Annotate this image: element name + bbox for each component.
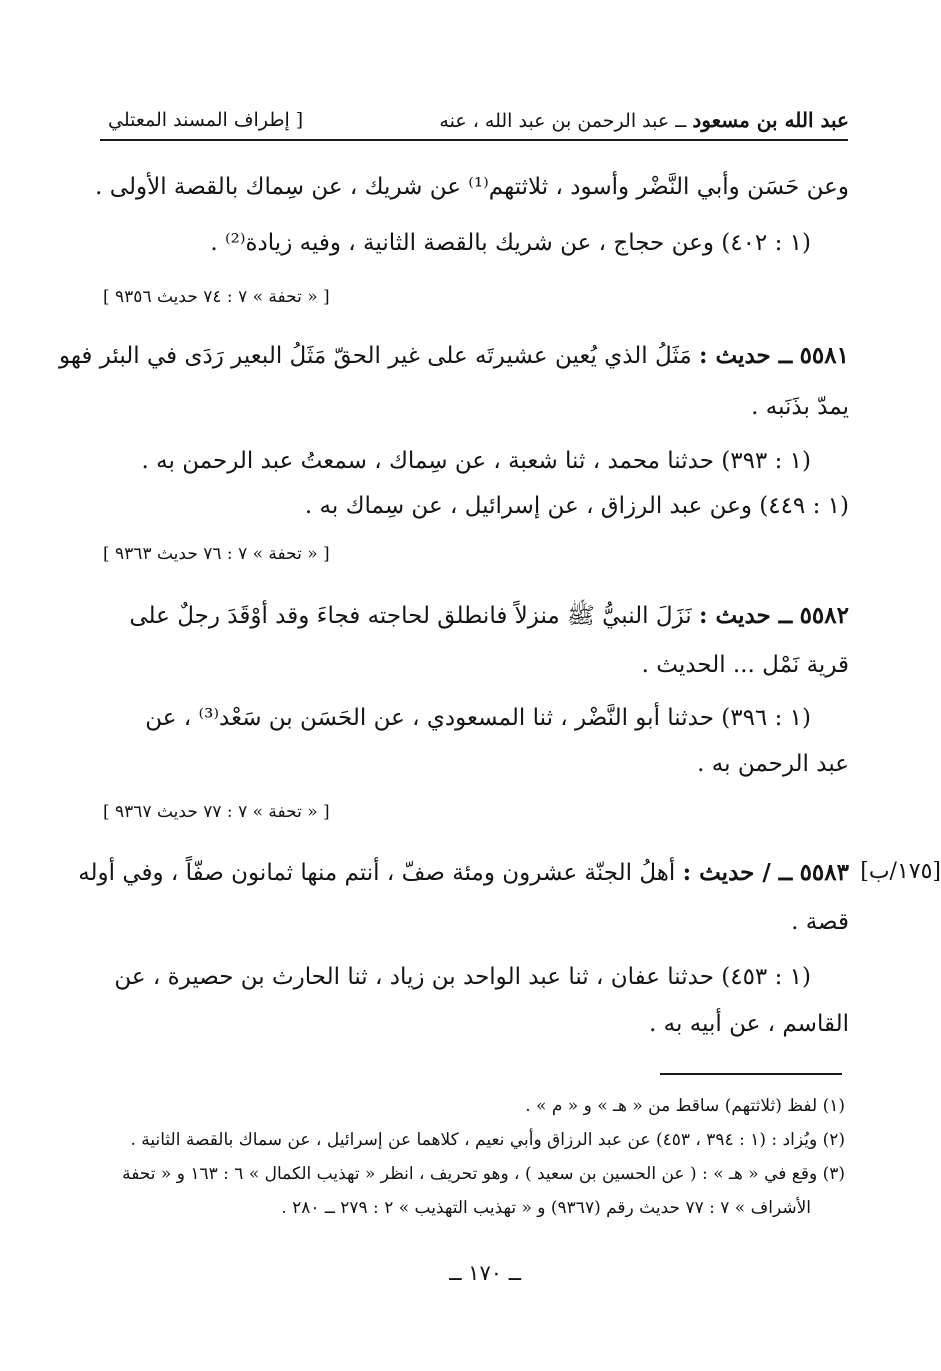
hadith-text-line-2: يمدّ بذَنَبه . [751, 394, 849, 420]
header-author: عبد الله بن مسعود [692, 108, 849, 132]
header-chain: ــ عبد الرحمن بن عبد الله ، عنه [439, 110, 687, 132]
running-header-right [439, 107, 849, 134]
page-number: ــ ١٧٠ ــ [449, 1261, 521, 1285]
footnote-2: (٢) ويُزاد : (١ : ٣٩٤ ، ٤٥٣) عن عبد الرزاق وأبي نعيم ، كلاهما عن إسرائيل ، عن سماك بالقصة الثانية . [130, 1130, 845, 1150]
footnote-separator [660, 1073, 842, 1075]
hadith-number: ٥٥٨١ [799, 342, 849, 369]
hadith-5581-line-1 [59, 340, 849, 372]
hadith-5583-line-1 [78, 857, 849, 889]
footnote-3-continued: الأشراف » ٧ : ٧٧ حديث رقم (٩٣٦٧) و « تهذيب التهذيب » ٢ : ٢٧٩ ــ ٢٨٠ . [281, 1198, 811, 1218]
continuation-line: وعن حَسَن وأبي النَّضْر وأسود ، ثلاثتهم⁽¹⁾ عن شريك ، عن سِماك بالقصة الأولى . [95, 174, 849, 200]
hadith-text-line-2: قصة . [791, 909, 849, 935]
hadith-text: نَزَلَ النبيُّ ﷺ منزلاً فانطلق لحاجته فجاءَ وقد أوْقَدَ رجلٌ على [129, 603, 692, 629]
chain-line: (١ : ٣٩٣) حدثنا محمد ، ثنا شعبة ، عن سِماك ، سمعتُ عبد الرحمن به . [141, 448, 811, 474]
hadith-text-line-2: قرية نَمْل ... الحديث . [641, 652, 849, 678]
hadith-number: ٥٥٨٢ [799, 602, 849, 629]
tuhfa-reference: [ « تحفة » ٧ : ٧٧ حديث ٩٣٦٧ ] [103, 802, 330, 822]
chain-line: (١ : ٤٤٩) وعن عبد الرزاق ، عن إسرائيل ، عن سِماك به . [304, 493, 849, 519]
hadith-number: ٥٥٨٣ [799, 859, 849, 886]
footnote-1: (١) لفظ (ثلاثتهم) ساقط من « هـ » و « م » . [525, 1096, 845, 1116]
chain-line: (١ : ٣٩٦) حدثنا أبو النَّضْر ، ثنا المسعودي ، عن الحَسَن بن سَعْد⁽³⁾ ، عن [145, 705, 811, 731]
chain-line: (١ : ٤٠٢) وعن حجاج ، عن شريك بالقصة الثانية ، وفيه زيادة⁽²⁾ . [210, 230, 811, 256]
hadith-keyword: ــ حديث : [699, 602, 793, 629]
running-header-left: [ إطراف المسند المعتلي [108, 109, 304, 131]
chain-line: عبد الرحمن به . [697, 751, 849, 777]
hadith-keyword: ــ حديث : [699, 342, 793, 369]
tuhfa-reference: [ « تحفة » ٧ : ٧٦ حديث ٩٣٦٣ ] [103, 544, 330, 564]
hadith-5582-line-1 [129, 600, 849, 632]
footnote-3: (٣) وقع في « هـ » : ( عن الحسين بن سعيد ) ، وهو تحريف ، انظر « تهذيب الكمال » ٦ : ١٦٣ و « تحفة [122, 1164, 845, 1184]
chain-line: القاسم ، عن أبيه به . [649, 1011, 849, 1037]
chain-line: (١ : ٤٥٣) حدثنا عفان ، ثنا عبد الواحد بن زياد ، ثنا الحارث بن حصيرة ، عن [114, 964, 811, 990]
hadith-text: مَثَلُ الذي يُعين عشيرتَه على غير الحقّ مَثَلُ البعير رَدَى في البئر فهو [58, 343, 692, 369]
header-rule [100, 139, 848, 141]
tuhfa-reference: [ « تحفة » ٧ : ٧٤ حديث ٩٣٥٦ ] [103, 287, 330, 307]
manuscript-folio-marker: [١٧٥/ب] [860, 859, 941, 884]
hadith-keyword: ــ / حديث : [682, 859, 793, 886]
hadith-text: أهلُ الجنّة عشرون ومئة صفّ ، أنتم منها ثمانون صفّاً ، وفي أوله [78, 860, 676, 886]
